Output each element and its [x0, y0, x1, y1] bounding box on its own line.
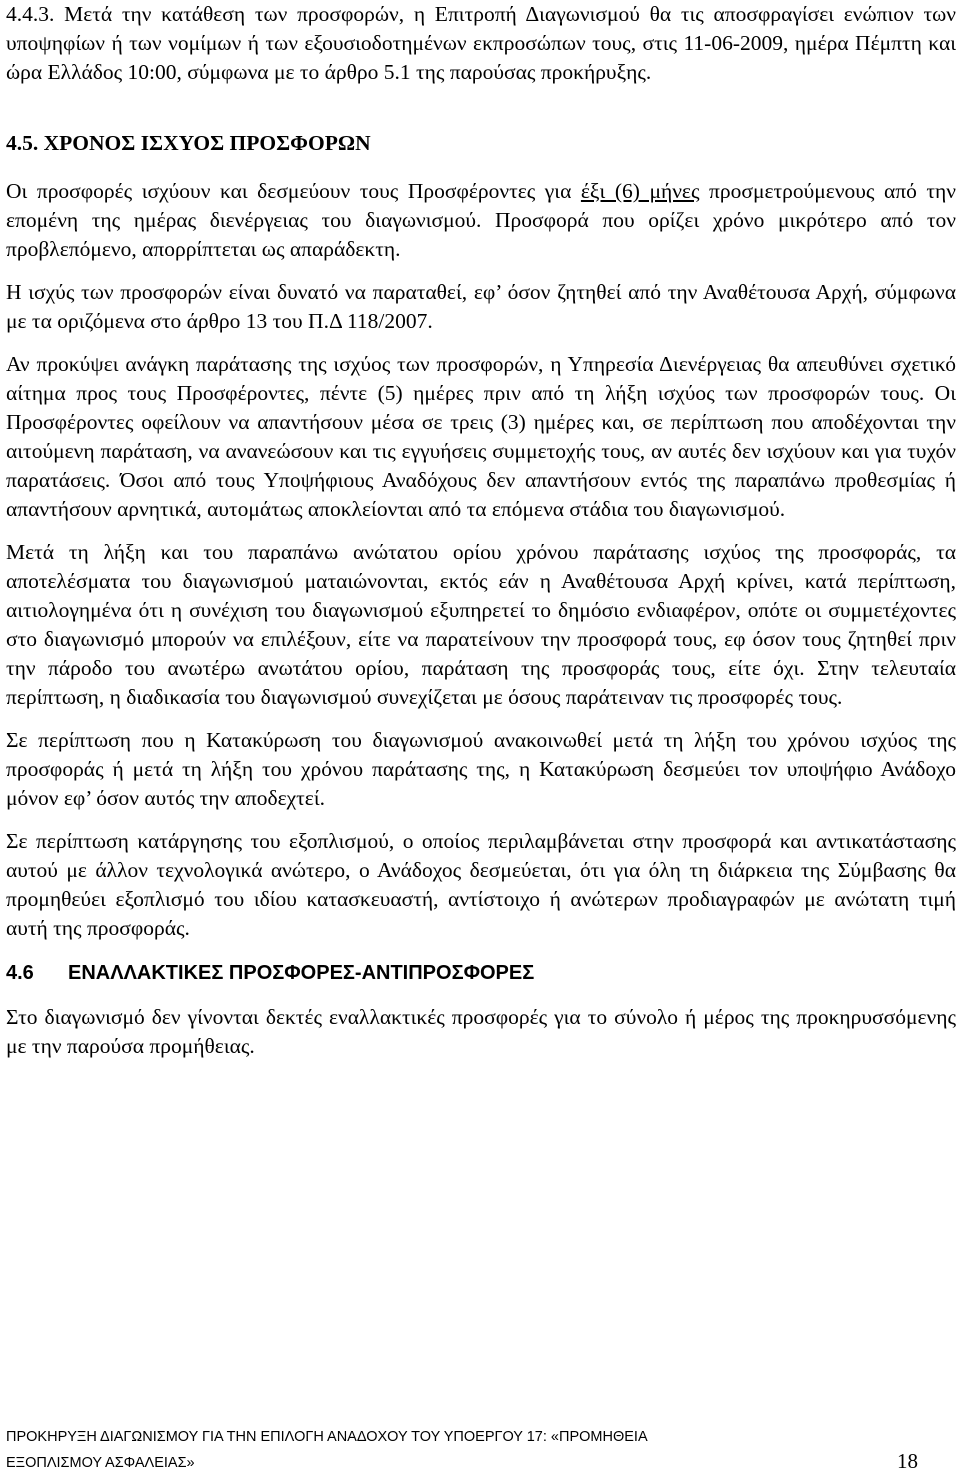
page-footer — [6, 1424, 956, 1476]
section-4-5-heading: 4.5. ΧΡΟΝΟΣ ΙΣΧΥΟΣ ΠΡΟΣΦΟΡΩΝ — [6, 131, 371, 155]
section-title: ΕΝΑΛΛΑΚΤΙΚΕΣ ΠΡΟΣΦΟΡΕΣ-ΑΝΤΙΠΡΟΣΦΟΡΕΣ — [68, 962, 535, 984]
expiry-paragraph: Μετά τη λήξη και του παραπάνω ανώτατου ορίου χρόνου παράτασης ισχύος της προσφοράς, τα αποτελέσματα του διαγωνισμού ματαιώνονται, εκτός εάν η Αναθέτουσα Αρχή κρίνει, κατά περίπτωση, αιτιολογημένα ότι η συνέχιση του διαγωνισμού εξυπηρετεί το δημόσιο ενδιαφέρον, οπότε οι συμμετέχοντες στο διαγωνισμό μπορούν να επιλέξουν, είτε να παρατείνουν την προσφορά τους, εφ όσον τους ζητηθεί πριν την πάροδο του ανωτέρω ανωτάτου ορίου, παράταση της προσφοράς τους, είτε όχι. Στην τελευταία περίπτωση, η διαδικασία του διαγωνισμού συνεχίζεται με όσους παράτειναν τις προσφορές τους. — [6, 540, 956, 709]
underlined-duration: έξι (6) μήνες — [580, 179, 700, 203]
alternative-offers-paragraph: Στο διαγωνισμό δεν γίνονται δεκτές εναλλακτικές προσφορές για το σύνολο ή μέρος της προκηρυσσόμενης με την παρούσα προμήθειας. — [6, 1005, 956, 1058]
paragraph-text: Οι προσφορές ισχύουν και δεσμεύουν τους Προσφέροντες για — [6, 179, 581, 203]
paragraph-text: προσμετρούμενους από την επομένη της ημέρας διενέργειας του διαγωνισμού. Προσφορά που ορίζει χρόνο μικρότερο από τον προβλεπόμενο, απορρίπτεται ως απαράδεκτη. — [6, 179, 956, 261]
footer-title-line-2: ΕΞΟΠΛΙΣΜΟΥ ΑΣΦΑΛΕΙΑΣ» — [6, 1455, 195, 1471]
extension-request-paragraph: Αν προκύψει ανάγκη παράτασης της ισχύος των προσφορών, η Υπηρεσία Διενέργειας θα απευθύνει σχετικό αίτημα προς τους Προσφέροντες, πέντε (5) ημέρες πριν από τη λήξη ισχύος των προσφορών τους. Οι Προσφέροντες οφείλουν να απαντήσουν μέσα σε τρεις (3) ημέρες και, σε περίπτωση που αποδέχονται την αιτούμενη παράταση, να ανανεώσουν και τις εγγυήσεις συμμετοχής τους, αν αυτές δεν ισχύουν και για τυχόν παρατάσεις. Όσοι από τους Υποψήφιους Αναδόχους δεν απαντήσουν εντός της παραπάνω προθεσμίας ή απαντήσουν αρνητικά, αυτομάτως αποκλείονται από τα επόμενα στάδια του διαγωνισμού. — [6, 352, 956, 521]
validity-paragraph — [6, 177, 956, 264]
equipment-paragraph: Σε περίπτωση κατάργησης του εξοπλισμού, ο οποίος περιλαμβάνεται στην προσφορά και αντικατάστασης αυτού με άλλον τεχνολογικά ανώτερο, ο Ανάδοχος δεσμεύεται, ότι για όλη τη διάρκεια της Σύμβασης θα προμηθεύει εξοπλισμό του ιδίου κατασκευαστή, αντίστοιχο ή ανώτερων προδιαγραφών με ανώτατη τιμή αυτή της προσφοράς. — [6, 829, 956, 940]
award-paragraph: Σε περίπτωση που η Κατακύρωση του διαγωνισμού ανακοινωθεί μετά τη λήξη του χρόνου ισχύος της προσφοράς ή μετά τη λήξη του χρόνου παράτασης της, η Κατακύρωση δεσμεύει τον υποψήφιο Ανάδοχο μόνον εφ’ όσον αυτός την αποδεχτεί. — [6, 728, 956, 810]
section-number: 4.4.3. — [6, 2, 55, 26]
section-text: Μετά την κατάθεση των προσφορών, η Επιτροπή Διαγωνισμού θα τις αποσφραγίσει ενώπιον των υποψηφίων ή των νομίμων ή των εξουσιοδοτημένων εκπροσώπων τους, στις 11-06-2009, ημέρα Πέμπτη και ώρα Ελλάδος 10:00, σύμφωνα με το άρθρο 5.1 της παρούσας προκήρυξης. — [6, 2, 956, 84]
footer-line-2 — [6, 1450, 956, 1476]
section-4-6-heading — [6, 959, 956, 988]
section-4-4-3-paragraph — [6, 0, 956, 87]
footer-title-line-1: ΠΡΟΚΗΡΥΞΗ ΔΙΑΓΩΝΙΣΜΟΥ ΓΙΑ ΤΗΝ ΕΠΙΛΟΓΗ ΑΝΑΔΟΧΟΥ ΤΟΥ ΥΠΟΕΡΓΟΥ 17: «ΠΡΟΜΗΘΕΙΑ — [6, 1429, 648, 1445]
page-number: 18 — [897, 1449, 918, 1473]
section-number: 4.6 — [6, 962, 34, 984]
extension-paragraph: Η ισχύς των προσφορών είναι δυνατό να παραταθεί, εφ’ όσον ζητηθεί από την Αναθέτουσα Αρχή, σύμφωνα με τα οριζόμενα στο άρθρο 13 του Π.Δ 118/2007. — [6, 280, 956, 333]
document-body — [6, 0, 956, 1061]
